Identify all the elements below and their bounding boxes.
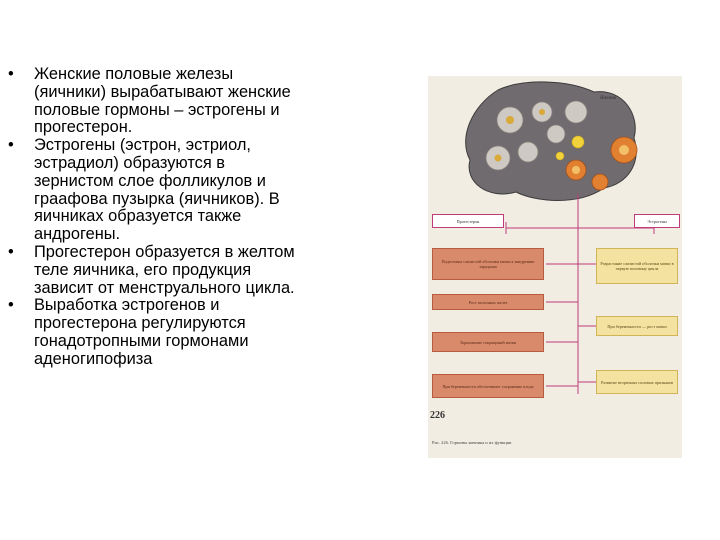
bullet-text: Прогестерон образуется в желтом теле яичника, его продукция зависит от менструального цикла.: [34, 242, 295, 297]
bullet-marker: •: [8, 136, 14, 155]
bullet-text: Выработка эстрогенов и прогестерона регулируются гонадотропными гормонами аденогипофиза: [34, 296, 249, 368]
estrogen-function-3: Развитие вторичных половых признаков: [596, 370, 678, 394]
bullet-item: [8, 244, 308, 297]
page-number: 226: [430, 410, 445, 421]
bullet-item: [8, 66, 308, 137]
bullet-item: [8, 137, 308, 244]
figure-caption: Рис. 226. Гормоны яичника и их функции: [432, 440, 512, 445]
progesterone-function-1: Подготовка слизистой оболочки матки к внедрению зародыша: [432, 248, 544, 280]
bullet-item: [8, 297, 308, 368]
bullet-marker: •: [8, 65, 14, 83]
bullet-text: Женские половые железы (яичники) вырабатывают женские половые гормоны – эстрогены и прогестерон.: [34, 65, 291, 137]
progesterone-header: Прогестерон: [432, 214, 504, 228]
progesterone-function-2: Рост молочных желез: [432, 294, 544, 310]
progesterone-function-3: Торможение сокращений матки: [432, 332, 544, 352]
ovary-label: Яичник: [600, 96, 617, 101]
bullet-text: Эстрогены (эстрон, эстриол, эстрадиол) образуются в зернистом слое фолликулов и граафова пузырка (яичников). В яичниках образуется также андрогены.: [34, 136, 280, 244]
bullet-marker: •: [8, 296, 14, 315]
estrogen-function-2: При беременности — рост матки: [596, 316, 678, 336]
bullet-marker: •: [8, 242, 14, 261]
bullet-list: [8, 66, 308, 369]
ovary-hormones-figure: [428, 76, 682, 458]
estrogen-function-1: Разрастание слизистой оболочки матки в первую половину цикла: [596, 248, 678, 284]
progesterone-function-4: При беременности обеспечивает сохранение плода: [432, 374, 544, 398]
estrogen-header: Эстрогены: [634, 214, 680, 228]
